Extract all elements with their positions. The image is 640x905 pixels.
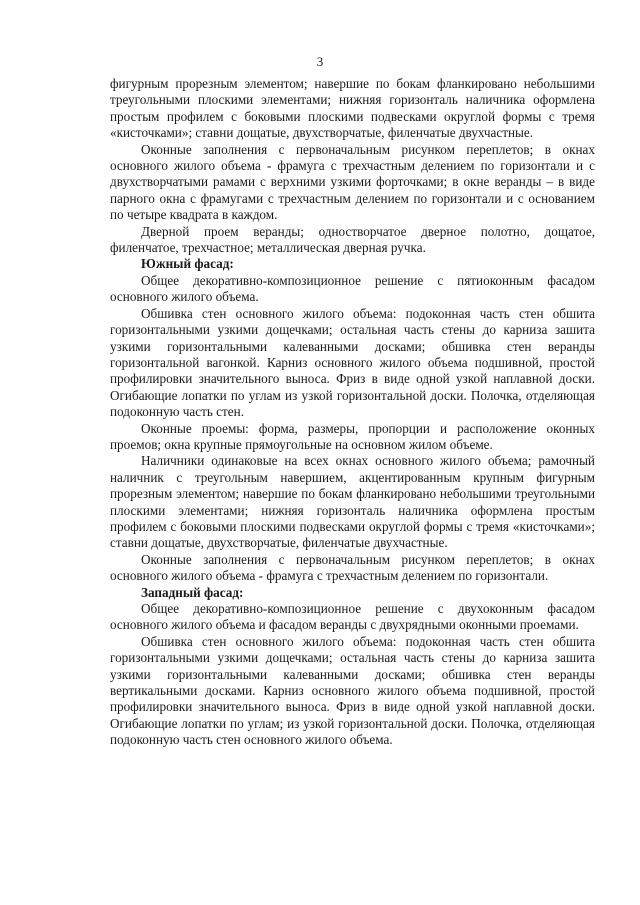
paragraph: Обшивка стен основного жилого объема: подоконная часть стен обшита горизонтальными узкими дощечками; остальная часть стены до карниза зашита узкими горизонтальными калеванными досками; обшивка стен веранды вертикальными досками. Карниз основного жилого объема подшивной, простой профилировки значительного выноса. Фриз в виде одной узкой наплавной доски. Огибающие лопатки по углам; из узкой горизонтальной доски. Полочка, отделяющая подоконную часть стен основного жилого объема.: [110, 633, 595, 748]
document-body: [110, 76, 595, 749]
paragraph-continuation: фигурным прорезным элементом; навершие по бокам фланкировано небольшими треугольными плоскими элементами; нижняя горизонталь наличника оформлена простым профилем с боковыми плоскими подвесками округлой формы с тремя «кисточками»; ставни дощатые, двухстворчатые, филенчатые двухчастные.: [110, 76, 595, 141]
section-heading: Южный фасад:: [141, 256, 234, 272]
section-heading: Западный фасад:: [141, 584, 244, 600]
paragraph: Обшивка стен основного жилого объема: подоконная часть стен обшита горизонтальными узкими дощечками; остальная часть стены до карниза зашита узкими горизонтальными калеванными досками; обшивка стен веранды горизонтальной вагонкой. Карниз основного жилого объема подшивной, простой профилировки значительного выноса. Фриз в виде одной узкой наплавной доски. Огибающие лопатки по углам из узкой горизонтальной доски. Полочка, отделяющая подоконную часть стен.: [110, 305, 595, 420]
paragraph: Оконные проемы: форма, размеры, пропорции и расположение оконных проемов; окна крупные прямоугольные на основном жилом объеме.: [110, 420, 595, 452]
paragraph: Оконные заполнения с первоначальным рисунком переплетов; в окнах основного жилого объема - фрамуга с трехчастным делением по горизонтали и с двухстворчатыми рамами с верхними узкими форточками; в окне веранды – в виде парного окна с фрамугами с трехчастным делением по горизонтали и с основанием по четыре квадрата в каждом.: [110, 141, 595, 223]
paragraph: Общее декоративно-композиционное решение с двухоконным фасадом основного жилого объема и фасадом веранды с двухрядными оконными проемами.: [110, 601, 595, 633]
paragraph: Наличники одинаковые на всех окнах основного жилого объема; рамочный наличник с треугольным навершием, акцентированным крупным фигурным прорезным элементом; навершие по бокам фланкировано небольшими треугольными плоскими элементами; нижняя горизонталь наличника оформлена простым профилем с боковыми плоскими подвесками округлой формы с тремя «кисточками»; ставни дощатые, двухстворчатые, филенчатые двухчастные.: [110, 453, 595, 551]
paragraph: Дверной проем веранды; одностворчатое дверное полотно, дощатое, филенчатое, трехчастное; металлическая дверная ручка.: [110, 223, 595, 256]
page-number: 3: [316, 54, 324, 69]
paragraph: Общее декоративно-композиционное решение с пятиоконным фасадом основного жилого объема.: [110, 272, 595, 305]
paragraph: Оконные заполнения с первоначальным рисунком переплетов; в окнах основного жилого объема - фрамуга с трехчастным делением по горизонтали.: [110, 551, 595, 584]
